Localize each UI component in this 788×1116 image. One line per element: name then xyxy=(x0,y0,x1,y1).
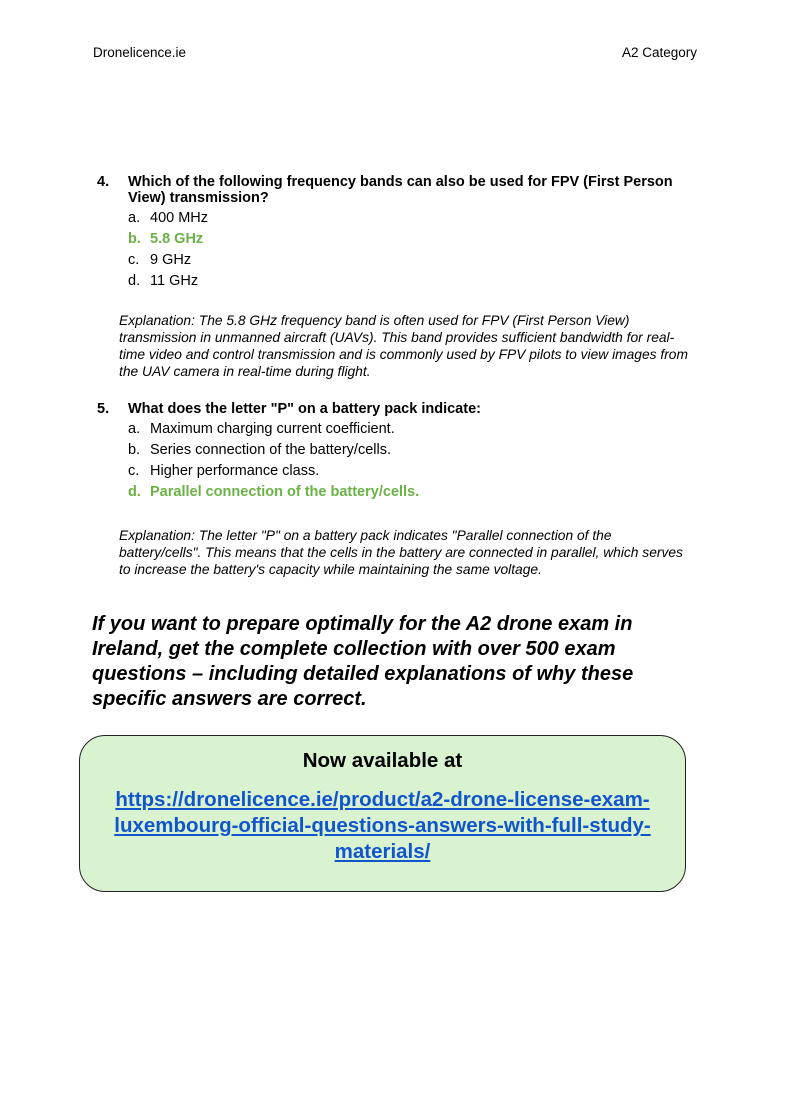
question-number: 4. xyxy=(97,174,110,190)
option-letter: c. xyxy=(128,463,140,479)
option-text: 400 MHz xyxy=(150,210,209,226)
cta-box xyxy=(79,735,686,892)
option-letter: b. xyxy=(128,231,141,247)
option-text: Parallel connection of the battery/cells. xyxy=(150,484,420,500)
option-b-correct xyxy=(128,229,697,250)
header-category: A2 Category xyxy=(621,45,697,60)
option-d-correct xyxy=(128,482,697,503)
header-site-name: Dronelicence.ie xyxy=(93,45,187,60)
question-4 xyxy=(97,174,697,292)
option-text: Higher performance class. xyxy=(150,463,320,479)
answer-options xyxy=(128,419,697,503)
option-text: 9 GHz xyxy=(150,252,192,268)
explanation-question-5: Explanation: The letter "P" on a battery pack indicates "Parallel connection of the battery/cells". This means that the cells in the battery are connected in parallel, which serves to increase the battery's capacity while maintaining the same voltage. xyxy=(119,528,683,577)
question-5 xyxy=(97,401,697,503)
option-letter: b. xyxy=(128,442,141,458)
promo-text: If you want to prepare optimally for the A2 drone exam in Ireland, get the complete collection with over 500 exam questions – including detailed explanations of why these specific answers are correct. xyxy=(92,613,634,710)
question-text: Which of the following frequency bands can also be used for FPV (First Person View) transmission? xyxy=(128,174,673,206)
option-letter: d. xyxy=(128,273,141,289)
option-text: Maximum charging current coefficient. xyxy=(150,421,395,437)
answer-options xyxy=(128,208,697,292)
question-number: 5. xyxy=(97,401,110,417)
option-a xyxy=(128,419,697,440)
option-text: Series connection of the battery/cells. xyxy=(150,442,391,458)
option-a xyxy=(128,208,697,229)
cta-heading: Now available at xyxy=(302,749,463,772)
explanation-question-4: Explanation: The 5.8 GHz frequency band is often used for FPV (First Person View) transmission in unmanned aircraft (UAVs). This band provides sufficient bandwidth for real-time video and control transmission and is commonly used by FPV pilots to view images from the UAV camera in real-time during flight. xyxy=(119,313,688,379)
option-c xyxy=(128,250,697,271)
option-b xyxy=(128,440,697,461)
question-text: What does the letter "P" on a battery pack indicate: xyxy=(128,401,481,417)
option-c xyxy=(128,461,697,482)
option-letter: d. xyxy=(128,484,141,500)
option-text: 11 GHz xyxy=(150,273,199,289)
option-letter: a. xyxy=(128,210,141,226)
option-letter: c. xyxy=(128,252,140,268)
product-link[interactable]: https://dronelicence.ie/product/a2-drone-license-exam-luxembourg-official-questions-answers-with-full-study-materials/ xyxy=(114,788,651,863)
option-letter: a. xyxy=(128,421,141,437)
option-d xyxy=(128,271,697,292)
option-text: 5.8 GHz xyxy=(150,231,204,247)
